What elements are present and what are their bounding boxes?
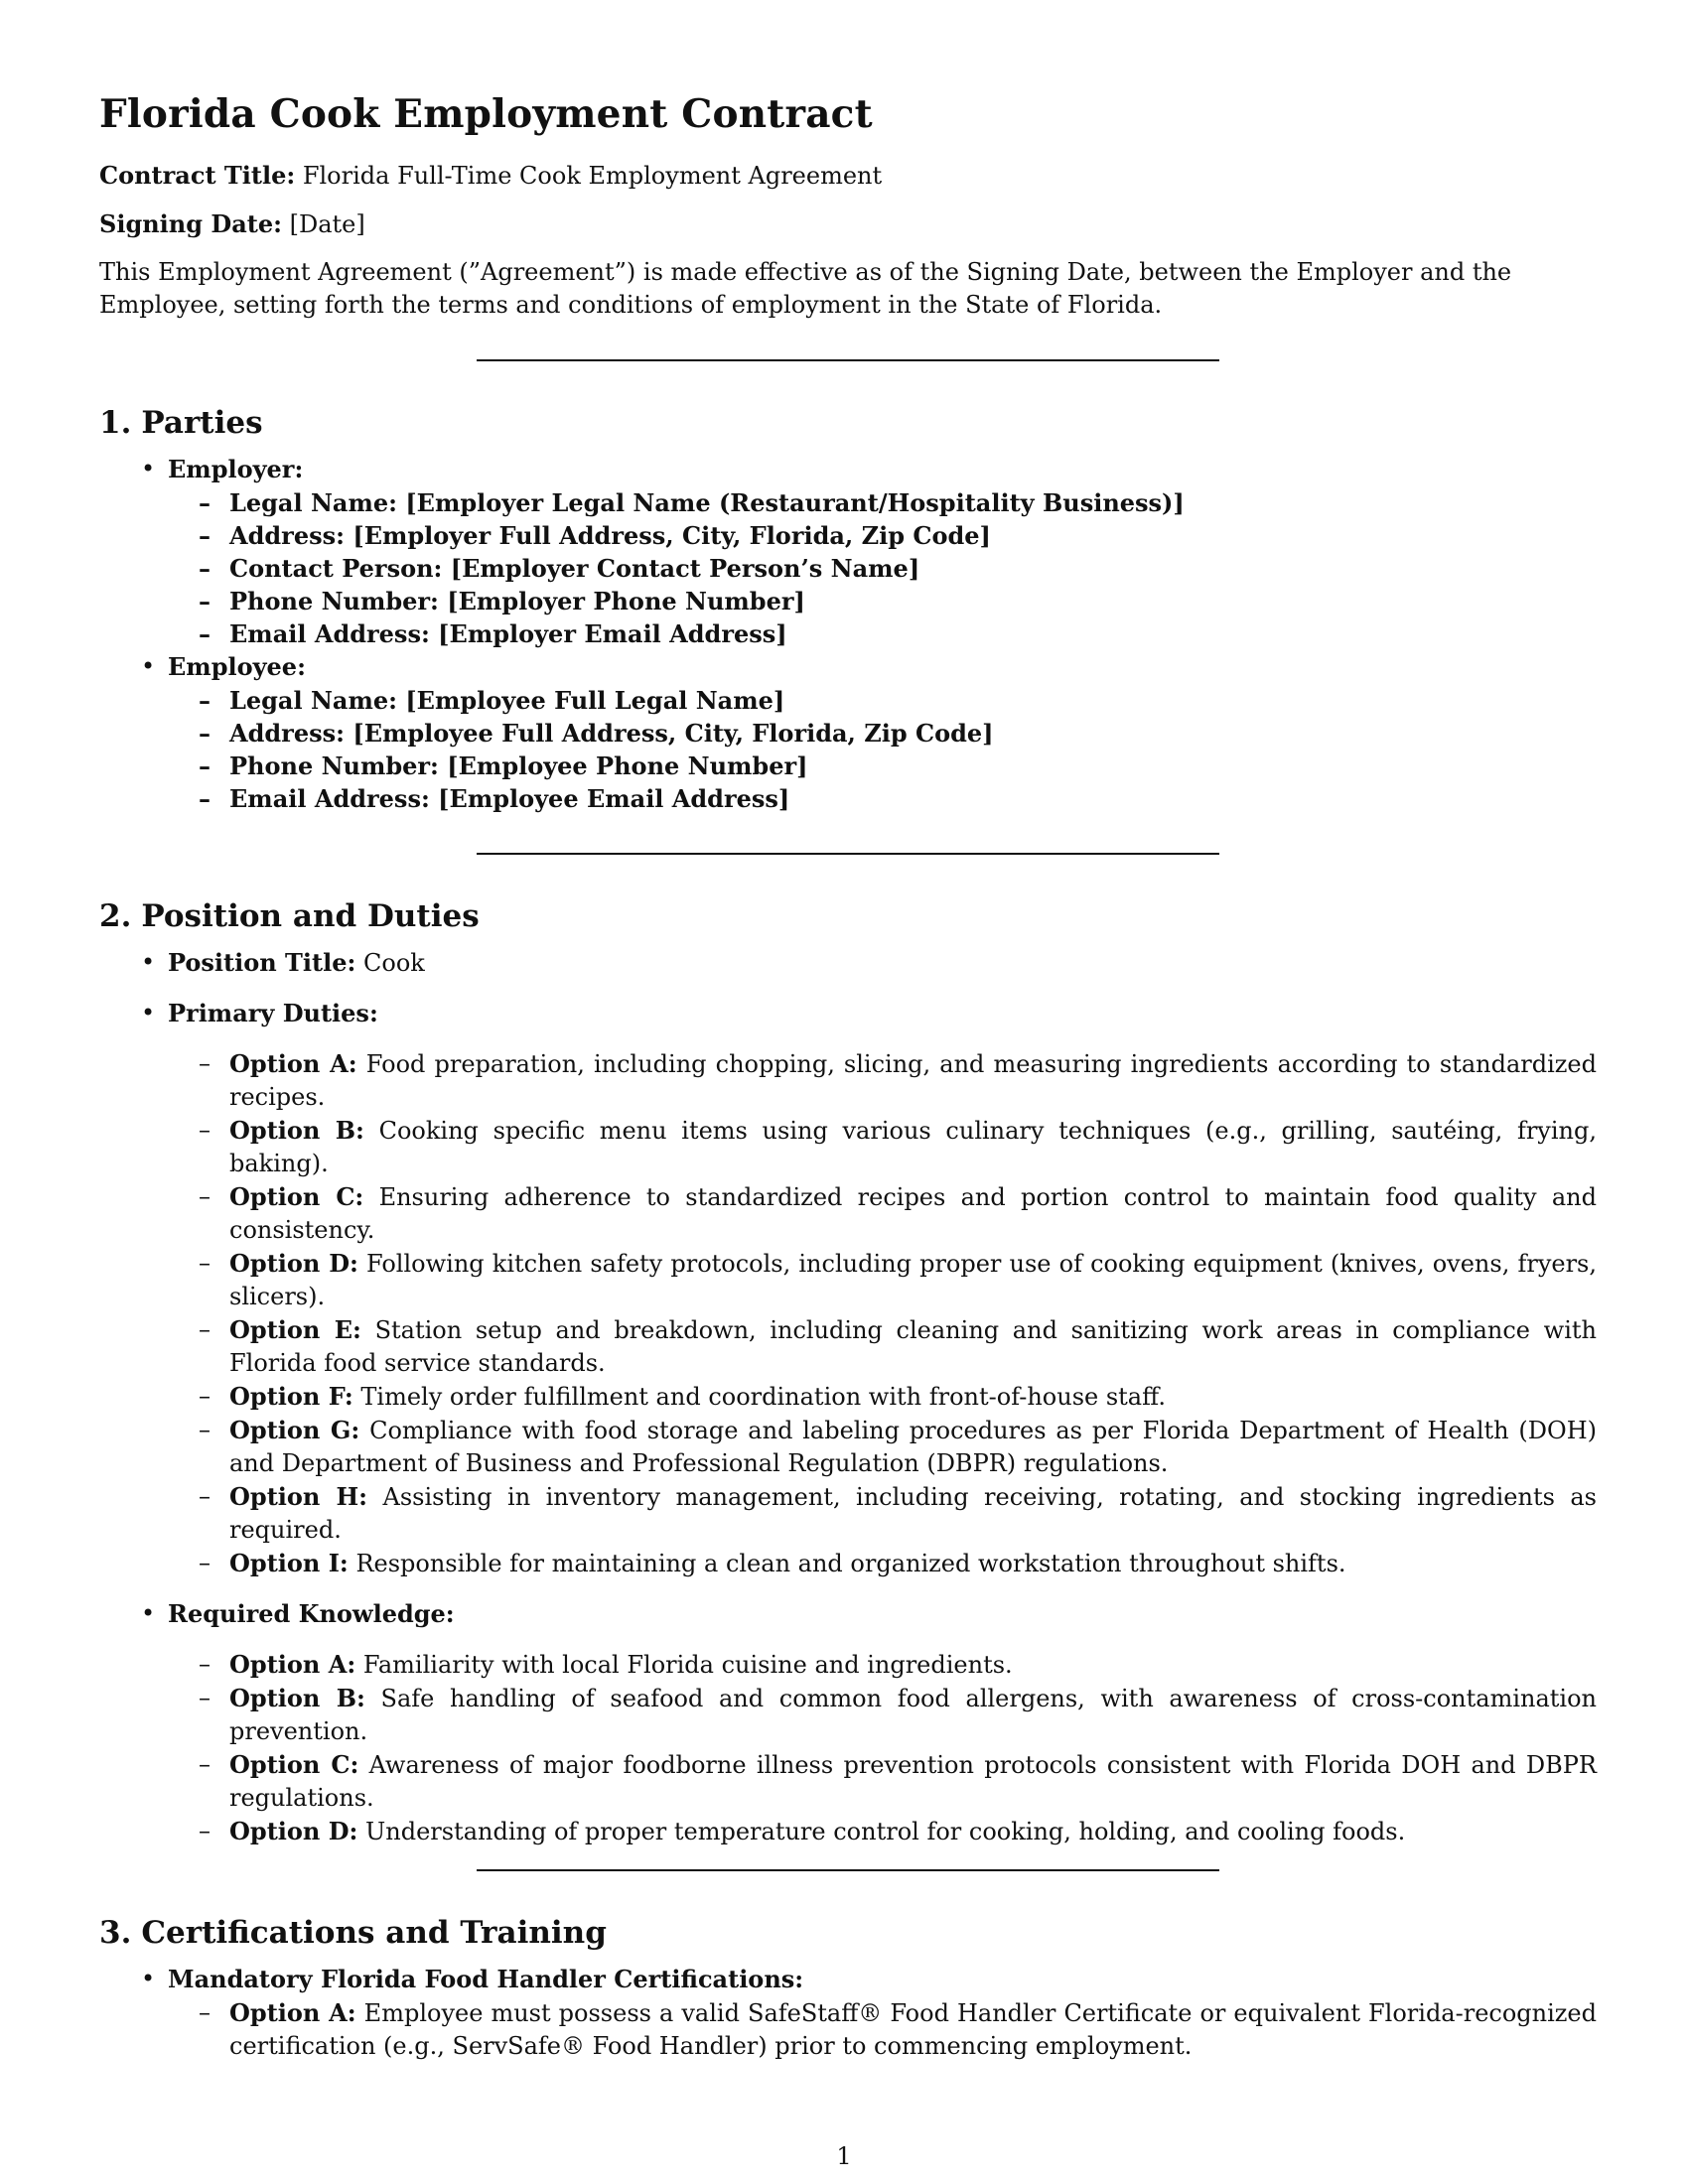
knowledge-option-b [229,1682,1597,1748]
section-number: 3. [99,1915,132,1951]
section-heading-parties [99,405,1597,441]
duty-option-g [229,1414,1597,1480]
duty-option-e [229,1313,1597,1380]
section-title: Position and Duties [141,898,480,934]
option-label: Option F: [229,1382,353,1411]
employer-details [168,486,1597,650]
primary-duties-item [168,997,1597,1580]
option-label: Option B: [229,1684,365,1712]
knowledge-option-c [229,1748,1597,1815]
employee-label: Employee: [168,652,306,681]
duty-option-h [229,1480,1597,1547]
section-divider [477,853,1219,855]
employer-item [168,453,1597,650]
knowledge-option-d [229,1815,1597,1848]
primary-duties-label: Primary Duties: [168,999,378,1027]
employee-details [168,684,1597,815]
list-item: – Address: [Employer Full Address, City, Florida, Zip Code] [229,519,1597,552]
option-text: Understanding of proper temperature control for cooking, holding, and cooling foods. [365,1818,1406,1845]
food-handler-options [168,1996,1597,2063]
option-text: Following kitchen safety protocols, including proper use of cooking equipment (knives, ovens, fryers, slicers). [229,1250,1598,1310]
cert-option-a [229,1996,1597,2063]
position-title-item [168,946,1597,980]
contract-title-line [99,159,1597,193]
option-label: Option A: [229,1650,356,1679]
certifications-list [99,1963,1597,2063]
option-label: Option D: [229,1249,358,1278]
position-title-label: Position Title: [168,948,356,977]
food-handler-label: Mandatory Florida Food Handler Certifications: [168,1965,804,1993]
position-list [99,946,1597,1848]
option-label: Option C: [229,1750,359,1779]
signing-date-label: Signing Date: [99,209,282,238]
list-item: – Contact Person: [Employer Contact Person’s Name] [229,552,1597,585]
option-label: Option E: [229,1315,361,1344]
section-divider [477,1869,1219,1871]
required-knowledge-label: Required Knowledge: [168,1599,455,1628]
option-text: Awareness of major foodborne illness prevention protocols consistent with Florida DOH and DBPR regulations. [229,1751,1597,1812]
signing-date-value: [Date] [289,210,365,238]
duty-option-a [229,1047,1597,1114]
list-item: – Phone Number: [Employer Phone Number] [229,585,1597,617]
list-item: – Legal Name: [Employee Full Legal Name] [229,684,1597,717]
contract-title-value: Florida Full-Time Cook Employment Agreement [302,162,883,190]
primary-duties-options [168,1047,1597,1580]
section-title: Certifications and Training [141,1915,607,1951]
list-item: – Email Address: [Employee Email Address] [229,782,1597,815]
employee-item [168,650,1597,815]
option-text: Timely order fulfillment and coordination with front-of-house staff. [360,1383,1166,1411]
option-label: Option D: [229,1817,358,1845]
employer-label: Employer: [168,455,304,483]
duty-option-i [229,1547,1597,1580]
section-title: Parties [141,405,263,441]
option-label: Option I: [229,1549,349,1577]
option-text: Compliance with food storage and labeling procedures as per Florida Department of Health (DOH) and Department of Business and Professional Regulation (DBPR) regulations. [229,1417,1597,1477]
duty-option-b [229,1114,1597,1180]
food-handler-item [168,1963,1597,2063]
option-label: Option H: [229,1482,368,1511]
option-text: Employee must possess a valid SafeStaff® Food Handler Certificate or equivalent Florida-recognized certification (e.g., ServSafe® Food Handler) prior to commencing employment. [229,1999,1598,2060]
list-item: – Phone Number: [Employee Phone Number] [229,750,1597,782]
section-number: 2. [99,898,132,934]
list-item: – Address: [Employee Full Address, City, Florida, Zip Code] [229,717,1597,750]
option-text: Safe handling of seafood and common food allergens, with awareness of cross-contamination prevention. [229,1685,1597,1745]
option-text: Station setup and breakdown, including cleaning and sanitizing work areas in compliance with Florida food service standards. [229,1316,1597,1377]
contract-title-label: Contract Title: [99,161,296,190]
signing-date-line [99,207,1597,241]
option-text: Responsible for maintaining a clean and organized workstation throughout shifts. [355,1550,1346,1577]
knowledge-option-a [229,1648,1597,1682]
section-number: 1. [99,405,132,441]
required-knowledge-options [168,1648,1597,1848]
position-title-value: Cook [363,949,425,977]
option-label: Option C: [229,1182,364,1211]
duty-option-d [229,1247,1597,1313]
duty-option-c [229,1180,1597,1247]
option-label: Option A: [229,1049,357,1078]
option-label: Option G: [229,1416,360,1444]
option-text: Assisting in inventory management, including receiving, rotating, and stocking ingredients as required. [229,1483,1597,1544]
section-heading-position [99,898,1597,934]
intro-paragraph: This Employment Agreement (”Agreement”) is made effective as of the Signing Date, between the Employer and the Employee, setting forth the terms and conditions of employment in the State of Florida. [99,258,1512,319]
list-item: – Legal Name: [Employer Legal Name (Restaurant/Hospitality Business)] [229,486,1597,519]
section-heading-certifications [99,1915,1597,1951]
section-divider [477,359,1219,361]
option-label: Option B: [229,1116,364,1145]
option-text: Cooking specific menu items using various culinary techniques (e.g., grilling, sautéing, frying, baking). [229,1117,1597,1177]
option-text: Food preparation, including chopping, slicing, and measuring ingredients according to standardized recipes. [229,1050,1597,1111]
option-text: Familiarity with local Florida cuisine and ingredients. [362,1651,1013,1679]
duty-option-f [229,1380,1597,1414]
page-number: 1 [836,2142,852,2170]
list-item: – Email Address: [Employer Email Address] [229,617,1597,650]
option-label: Option A: [229,1998,356,2027]
parties-list [99,453,1597,815]
document-title: Florida Cook Employment Contract [99,91,873,137]
required-knowledge-item [168,1597,1597,1848]
option-text: Ensuring adherence to standardized recipes and portion control to maintain food quality and consistency. [229,1183,1597,1244]
document-page [99,79,1597,2063]
